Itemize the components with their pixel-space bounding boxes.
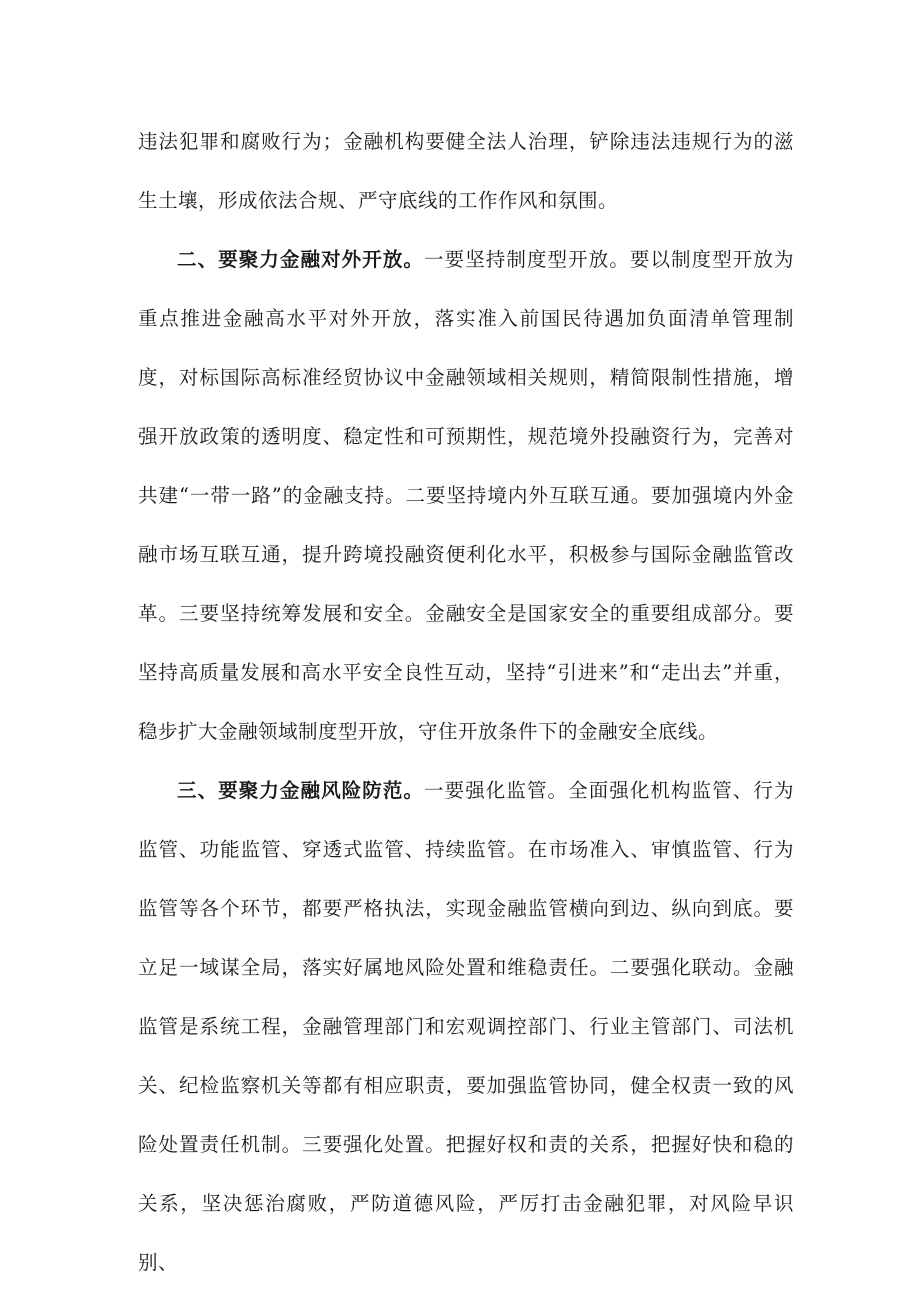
- document-body: [138, 112, 794, 1292]
- paragraph-text: 一要坚持制度型开放。要以制度型开放为重点推进金融高水平对外开放，落实准入前国民待遇加负面清单管理制度，对标国际高标准经贸协议中金融领域相关规则，精简限制性措施，增强开放政策的透明度、稳定性和可预期性，规范境外投融资行为，完善对共建“一带一路”的金融支持。二要坚持境内外互联互通。要加强境内外金融市场互联互通，提升跨境投融资便利化水平，积极参与国际金融监管改革。三要坚持统筹发展和安全。金融安全是国家安全的重要组成部分。要坚持高质量发展和高水平安全良性互动，坚持“引进来”和“走出去”并重，稳步扩大金融领域制度型开放，守住开放条件下的金融安全底线。: [138, 248, 794, 743]
- paragraph-continuation: [138, 112, 794, 230]
- paragraph-text: 违法犯罪和腐败行为；金融机构要健全法人治理，铲除违法违规行为的滋生土壤，形成依法合规、严守底线的工作作风和氛围。: [138, 130, 794, 212]
- section-heading: 三、要聚力金融风险防范。: [177, 779, 425, 802]
- section-heading: 二、要聚力金融对外开放。: [177, 248, 425, 271]
- paragraph-text: 一要强化监管。全面强化机构监管、行为监管、功能监管、穿透式监管、持续监管。在市场准入、审慎监管、行为监管等各个环节，都要严格执法，实现金融监管横向到边、纵向到底。要立足一域谋全局，落实好属地风险处置和维稳责任。二要强化联动。金融监管是系统工程，金融管理部门和宏观调控部门、行业主管部门、司法机关、纪检监察机关等都有相应职责，要加强监管协同，健全权责一致的风险处置责任机制。三要强化处置。把握好权和责的关系，把握好快和稳的关系，坚决惩治腐败，严防道德风险，严厉打击金融犯罪，对风险早识别、: [138, 779, 794, 1274]
- paragraph-section-three: [138, 761, 794, 1292]
- paragraph-section-two: [138, 230, 794, 761]
